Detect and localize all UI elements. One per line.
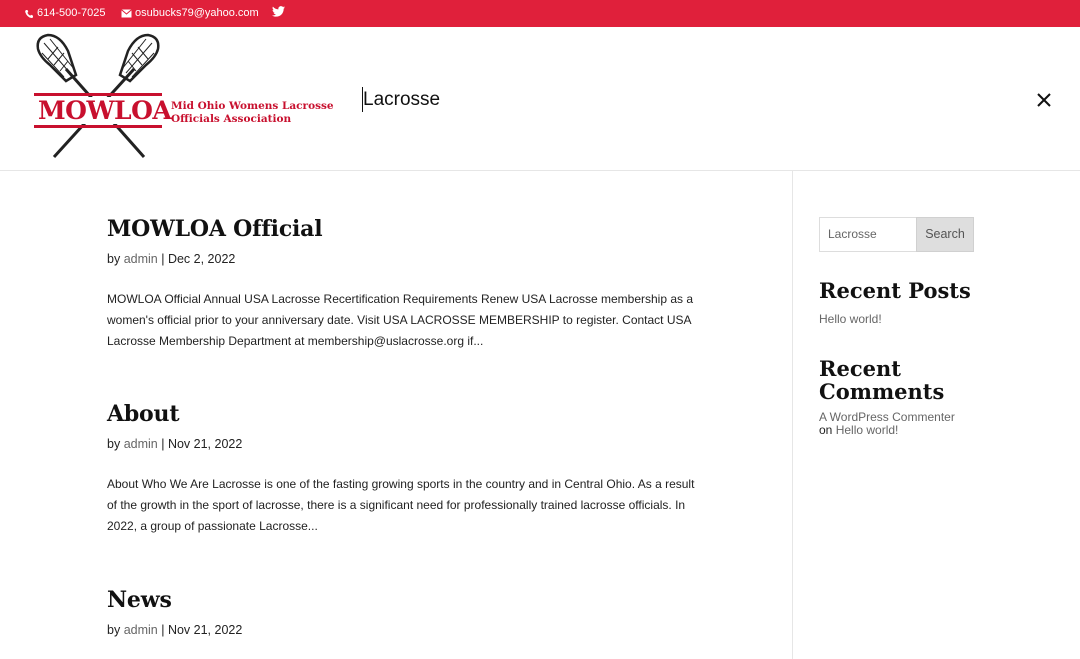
post-date: Nov 21, 2022 [167,623,243,637]
post-item [107,215,742,352]
excerpt-line: About Who We Are Lacrosse is one of the fasting growing sports in the country and in Central Ohio. As a result [107,477,695,491]
post-author-link[interactable]: admin [123,437,158,451]
sidebar [819,217,1019,437]
logo-line-2: Officials Association [171,113,292,125]
post-meta [107,436,742,452]
comment-post-link[interactable]: Hello world! [835,423,899,437]
sidebar-search-form [819,217,974,252]
email-address[interactable]: osubucks79@yahoo.com [135,7,259,19]
meta-by: by [107,623,121,637]
post-author-link[interactable]: admin [123,252,158,266]
post-title[interactable]: News [107,587,172,613]
site-header [0,27,1080,171]
excerpt-line: Lacrosse Membership Department at membership@uslacrosse.org if... [107,334,484,348]
meta-separator: | [157,252,168,266]
phone-number[interactable]: 614-500-7025 [37,7,106,19]
post-title[interactable]: MOWLOA Official [107,216,323,242]
recent-posts-title: Recent Posts [819,278,971,303]
meta-by: by [107,437,121,451]
email-icon [121,9,132,18]
phone-contact[interactable] [24,7,106,20]
phone-icon [24,9,34,19]
post-author-link[interactable]: admin [123,623,158,637]
recent-comments-title-line: Recent [819,356,901,381]
twitter-icon [272,6,285,17]
post-excerpt [107,289,742,352]
twitter-link[interactable] [272,6,285,17]
comment-on-label: on [819,423,833,437]
post-item [107,400,742,537]
post-item [107,586,742,638]
meta-by: by [107,252,121,266]
recent-comment-item [819,411,989,437]
excerpt-line: MOWLOA Official Annual USA Lacrosse Recertification Requirements Renew USA Lacrosse membership as a [107,292,694,306]
post-meta [107,622,742,638]
email-contact[interactable] [121,7,259,20]
sidebar-search-button[interactable]: Search [916,217,974,252]
top-bar [0,0,1080,27]
excerpt-line: of the growth in the sport of lacrosse, there is a significant need for professionally trained lacrosse officials. In [107,498,686,512]
meta-separator: | [157,623,168,637]
post-meta [107,251,742,267]
post-date: Nov 21, 2022 [167,437,243,451]
site-logo[interactable] [30,31,335,161]
logo-acronym: MOWLOA [38,96,172,125]
logo-line-1: Mid Ohio Womens Lacrosse [171,100,334,112]
close-icon[interactable] [1034,90,1054,110]
recent-post-link[interactable]: Hello world! [819,312,882,326]
excerpt-line: women's official prior to your anniversary date. Visit USA LACROSSE MEMBERSHIP to register. Contact USA [107,313,692,327]
excerpt-line: 2022, a group of passionate Lacrosse... [107,519,318,533]
sidebar-divider [792,171,793,659]
post-date: Dec 2, 2022 [167,252,236,266]
post-title[interactable]: About [107,401,180,427]
recent-comments-title [819,357,989,403]
post-excerpt [107,474,742,537]
header-search-input[interactable]: Lacrosse [363,89,441,110]
search-results [0,171,792,659]
sidebar-search-input[interactable]: Lacrosse [819,217,916,252]
recent-comments-title-line: Comments [819,379,945,404]
meta-separator: | [157,437,168,451]
commenter-link[interactable]: A WordPress Commenter [819,410,955,424]
